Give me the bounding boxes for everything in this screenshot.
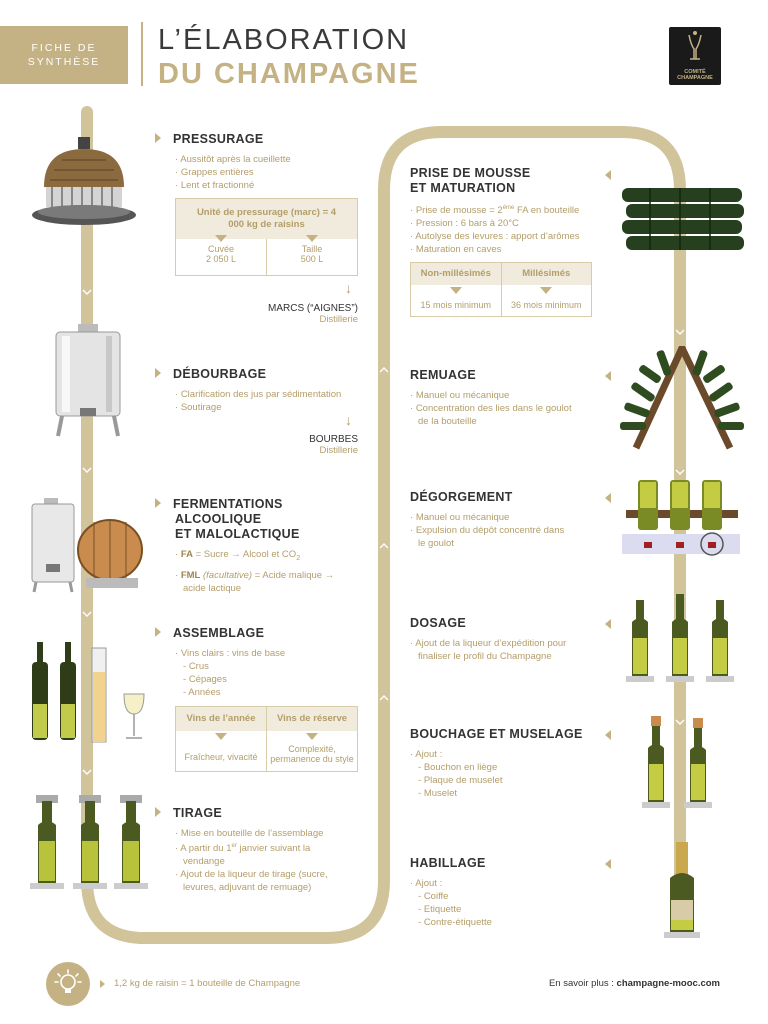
bouchage-sub-2: - Plaque de muselet	[418, 775, 503, 786]
debourbage-bullet-1: · Clarification des jus par sédimentation	[175, 389, 342, 400]
footer-tip: 1,2 kg de raisin = 1 bouteille de Champagne	[114, 978, 301, 989]
bourbes-destination: Distillerie	[319, 445, 358, 456]
assemblage-sub-3: - Années	[183, 687, 221, 698]
degorgement-bullet-1: · Manuel ou mécanique	[410, 512, 510, 523]
prise-bullet-3: · Autolyse des levures : apport d’arômes	[410, 231, 580, 243]
reverse-triangle-icon	[605, 371, 611, 381]
habillage-bullet: · Ajout :	[410, 878, 443, 889]
debourbage-bullet-2: · Soutirage	[175, 402, 222, 413]
play-triangle-icon	[155, 627, 161, 637]
tirage-bottles-icon	[28, 795, 152, 891]
section-assemblage	[155, 626, 285, 699]
bourbes-label: BOURBES	[309, 434, 358, 445]
dosage-title: DOSAGE	[410, 616, 466, 630]
wine-press-icon	[30, 135, 140, 230]
millesimes-cell	[502, 263, 592, 316]
down-triangle-icon	[450, 287, 462, 294]
millesimes-value: 36 mois minimum	[510, 300, 582, 310]
down-arrow-icon: ↓	[345, 412, 352, 428]
play-triangle-icon	[155, 368, 161, 378]
reverse-triangle-icon	[605, 859, 611, 869]
vins-reserve-value-2: permanence du style	[270, 754, 354, 764]
reverse-triangle-icon	[605, 730, 611, 740]
reverse-triangle-icon	[605, 170, 611, 180]
millesimes-header: Millésimés	[502, 263, 592, 285]
non-millesimes-value: 15 mois minimum	[420, 300, 491, 310]
assemblage-sub-2: - Cépages	[183, 674, 227, 685]
section-fermentations	[155, 497, 334, 595]
logo-line2: CHAMPAGNE	[677, 75, 713, 81]
remuage-bullet-1: · Manuel ou mécanique	[410, 390, 510, 401]
fermentation-vats-icon	[28, 498, 146, 593]
tirage-title: TIRAGE	[155, 806, 328, 821]
corked-bottles-icon	[640, 714, 726, 812]
vins-annee-value: Fraîcheur, vivacité	[184, 752, 258, 762]
assemblage-table	[175, 706, 358, 772]
section-pressurage	[155, 132, 291, 192]
non-millesimes-header: Non-millésimés	[411, 263, 501, 285]
cuvee-value: 2 050 L	[205, 254, 237, 264]
logo-line1: COMITÉ	[684, 69, 706, 75]
assemblage-bottles-icon	[28, 642, 150, 746]
prise-bullet-4: · Maturation en caves	[410, 244, 502, 256]
section-degorgement	[410, 490, 564, 550]
pressurage-table-header: Unité de pressurage (marc) = 4 000 kg de raisins	[176, 199, 357, 239]
fml-bullet: · FML (facultative) = Acide malique →	[175, 569, 335, 581]
page-title-line2: DU CHAMPAGNE	[158, 58, 420, 90]
pressurage-title: PRESSURAGE	[155, 132, 291, 147]
dressed-bottle-icon	[660, 842, 704, 942]
section-tirage	[155, 806, 328, 894]
degorgement-title: DÉGORGEMENT	[410, 490, 513, 504]
bouchage-sub-1: - Bouchon en liège	[418, 762, 498, 773]
footer-more	[549, 978, 720, 989]
habillage-sub-2: - Etiquette	[418, 904, 462, 915]
debourbage-title: DÉBOURBAGE	[155, 367, 341, 382]
page-title-line1: L’ÉLABORATION	[158, 24, 410, 56]
cuvee-label: Cuvée	[207, 244, 234, 254]
prise-bullet-1: · Prise de mousse = 2ème FA en bouteille	[410, 205, 580, 217]
bouchage-bullet: · Ajout :	[410, 749, 443, 760]
non-millesimes-cell	[411, 263, 502, 316]
habillage-title: HABILLAGE	[410, 856, 486, 870]
down-triangle-icon	[215, 235, 227, 242]
footer-triangle-icon	[100, 980, 105, 988]
prise-table	[410, 262, 592, 317]
assemblage-sub-1: - Crus	[183, 661, 209, 672]
down-triangle-icon	[215, 733, 227, 740]
riddling-rack-icon	[620, 346, 746, 450]
section-habillage	[410, 856, 492, 929]
habillage-sub-1: - Coiffe	[418, 891, 449, 902]
degorgement-bullet-2: · Expulsion du dépôt concentré dans	[410, 525, 565, 536]
fml-bullet-line2: acide lactique	[183, 582, 242, 594]
taille-cell	[267, 239, 357, 275]
lightbulb-icon	[46, 962, 90, 1006]
dosage-bullet-1-line2: finaliser le profil du Champagne	[418, 651, 552, 662]
remuage-bullet-2: · Concentration des lies dans le goulot	[410, 403, 572, 414]
pressurage-table	[175, 198, 358, 276]
more-label: En savoir plus :	[548, 978, 617, 989]
tirage-bullet-3: · Ajout de la liqueur de tirage (sucre,	[175, 869, 328, 881]
prise-title: PRISE DE MOUSSE ET MATURATION	[410, 166, 531, 195]
pressurage-byproduct	[200, 303, 358, 325]
remuage-bullet-2-line2: de la bouteille	[418, 416, 477, 427]
habillage-sub-3: - Contre-étiquette	[418, 917, 492, 928]
taille-value: 500 L	[300, 254, 324, 264]
settling-tank-icon	[52, 322, 124, 440]
degorgement-bullet-2-line2: le goulot	[418, 538, 454, 549]
down-triangle-icon	[540, 287, 552, 294]
remuage-title: REMUAGE	[410, 368, 476, 382]
taille-label: Taille	[301, 244, 323, 254]
tirage-bullet-2: · A partir du 1er janvier suivant la	[175, 843, 311, 855]
vins-annee-header: Vins de l’année	[176, 707, 266, 731]
tirage-bullet-1: · Mise en bouteille de l’assemblage	[175, 828, 324, 839]
play-triangle-icon	[155, 498, 161, 508]
dosage-bottles-icon	[622, 594, 748, 686]
marcs-destination: Distillerie	[319, 314, 358, 325]
section-remuage	[410, 368, 572, 428]
reverse-triangle-icon	[605, 619, 611, 629]
assemblage-bullet-1: · Vins clairs : vins de base	[175, 648, 286, 659]
tirage-bullet-2-line2: vendange	[183, 856, 225, 868]
vins-reserve-header: Vins de réserve	[267, 707, 357, 731]
assemblage-title: ASSEMBLAGE	[155, 626, 285, 641]
bouchage-title: BOUCHAGE ET MUSELAGE	[410, 727, 583, 741]
section-debourbage	[155, 367, 341, 414]
vins-reserve-cell	[267, 707, 357, 771]
cuvee-cell	[176, 239, 267, 275]
reverse-triangle-icon	[605, 493, 611, 503]
down-arrow-icon: ↓	[345, 280, 352, 296]
fermentations-title: FERMENTATIONS ALCOOLIQUE ET MALOLACTIQUE	[155, 497, 334, 542]
dosage-bullet-1: · Ajout de la liqueur d’expédition pour	[410, 638, 567, 649]
bottles-in-cellar-icon	[620, 184, 746, 260]
tirage-bullet-3-line2: levures, adjuvant de remuage)	[183, 882, 312, 894]
pressurage-bullet-3: · Lent et fractionné	[175, 180, 255, 191]
down-triangle-icon	[306, 733, 318, 740]
marcs-label: MARCS (“AIGNES”)	[268, 303, 358, 314]
disgorging-bottles-icon	[622, 478, 748, 562]
down-triangle-icon	[306, 235, 318, 242]
play-triangle-icon	[155, 133, 161, 143]
vins-annee-cell	[176, 707, 267, 771]
vins-reserve-value-1: Complexité,	[288, 744, 336, 754]
prise-bullet-2: · Pression : 6 bars à 20°C	[410, 218, 519, 230]
section-bouchage	[410, 727, 583, 800]
section-dosage	[410, 616, 566, 663]
pressurage-bullet-1: · Aussitôt après la cueillette	[175, 154, 291, 165]
debourbage-byproduct	[200, 434, 358, 456]
fa-bullet: · FA = Sucre → Alcool et $CO_2$	[175, 549, 301, 562]
badge-line1: FICHE DE	[31, 42, 97, 54]
section-prise-de-mousse	[410, 166, 580, 256]
badge-line2: SYNTHÈSE	[27, 56, 101, 68]
mooc-link[interactable]: champagne-mooc.com	[616, 978, 720, 989]
bouchage-sub-3: - Muselet	[418, 788, 458, 799]
pressurage-bullet-2: · Grappes entières	[175, 167, 254, 178]
play-triangle-icon	[155, 807, 161, 817]
